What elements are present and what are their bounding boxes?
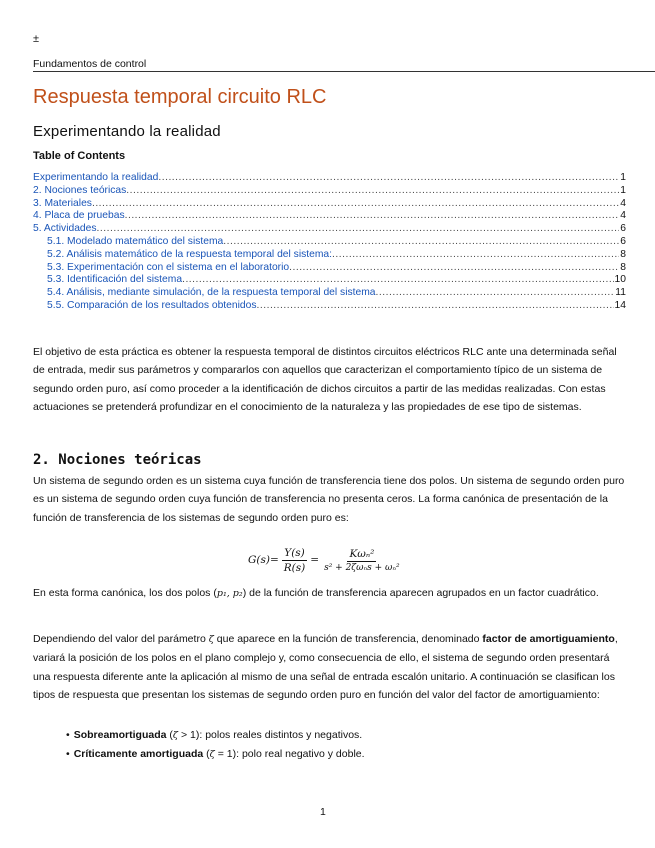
toc-item[interactable]: Experimentando la realidad ..... 1 [33, 172, 626, 185]
transfer-function-equation [248, 543, 405, 577]
equation-equals: = [310, 554, 320, 566]
toc-item[interactable]: 3. Materiales ..... 4 [33, 198, 626, 211]
paragraph-damping: Dependiendo del valor del parámetro ζ que aparece en la función de transferencia, denominado factor de amortiguamiento, variará la posición de los polos en el plano complejo y, como consecuencia de ello, el sistema de segundo orden presentará una respuesta diferente ante la aplicación al mismo de una señal de entrada escalón unitario. A continuación se clasifican los tipos de respuesta que presentan los sistemas de segundo orden puro en función del valor del factor de amortiguamiento: [33, 633, 618, 702]
toc-subitem[interactable]: 5.1. Modelado matemático del sistema ..... 6 [33, 236, 626, 249]
toc-item[interactable]: 4. Placa de pruebas ..... 4 [33, 210, 626, 223]
equation-lhs: G(s)= [248, 554, 279, 566]
equation-fraction-yr: $\frac{Y(s)}{R(s)}$ [283, 546, 306, 574]
list-item: • Sobreamortiguada (ζ > 1): polos reales distintos y negativos. [66, 726, 365, 745]
toc-item[interactable]: 5. Actividades ..... 6 [33, 223, 626, 236]
paragraph-definition: Un sistema de segundo orden es un sistema cuya función de transferencia tiene dos polos. Un sistema de segundo orden puro es un sistema de segundo orden cuya función de transferencia no presenta ceros. La forma canónica de presentación de la función de transferencia de los sistemas de segundo orden puro es: [33, 475, 625, 524]
intro-paragraph: El objetivo de esta práctica es obtener la respuesta temporal de distintos circuitos eléctricos RLC ante una determinada señal de entrada, medir sus parámetros y compararlos con aquellos que caracterizan el comportamiento típico de un sistema de segundo orden puro, así como proceder a la identificación de dichos circuitos a partir de las medidas realizadas. Con estas actuaciones se pretenderá profundizar en el conocimiento de la naturaleza y las propiedades de ese tipo de sistemas. [33, 346, 617, 414]
equation-fraction-canonical: $\frac{\text{Kωₙ²}}{\text{s² + 2ζωₙs + ωₙ²}}$ [324, 547, 400, 573]
header-mark: ± [33, 33, 40, 45]
paragraph-poles: En esta forma canónica, los dos polos (p₁, p₂) de la función de transferencia aparecen agrupados en un factor cuadrático. [33, 587, 599, 599]
document-title: Respuesta temporal circuito RLC [33, 86, 327, 108]
toc-subitem[interactable]: 5.3. Experimentación con el sistema en el laboratorio ..... 8 [33, 262, 626, 275]
toc-subitem[interactable]: 5.5. Comparación de los resultados obtenidos ..... 14 [33, 300, 626, 313]
table-of-contents [33, 172, 626, 313]
running-header: Fundamentos de control [33, 58, 655, 72]
toc-subitem[interactable]: 5.2. Análisis matemático de la respuesta temporal del sistema: ..... 8 [33, 249, 626, 262]
list-item: • Críticamente amortiguada (ζ = 1): polo real negativo y doble. [66, 745, 365, 764]
damping-types-list [66, 726, 365, 765]
toc-subitem[interactable]: 5.3. Identificación del sistema ..... 10 [33, 274, 626, 287]
toc-item[interactable]: 2. Nociones teóricas ..... 1 [33, 185, 626, 198]
page-number: 1 [320, 806, 326, 818]
toc-title: Table of Contents [33, 150, 126, 162]
section-heading-experimentando: Experimentando la realidad [33, 123, 221, 140]
section-heading-nociones: 2. Nociones teóricas [33, 452, 202, 468]
toc-subitem[interactable]: 5.4. Análisis, mediante simulación, de la respuesta temporal del sistema ..... 11 [33, 287, 626, 300]
